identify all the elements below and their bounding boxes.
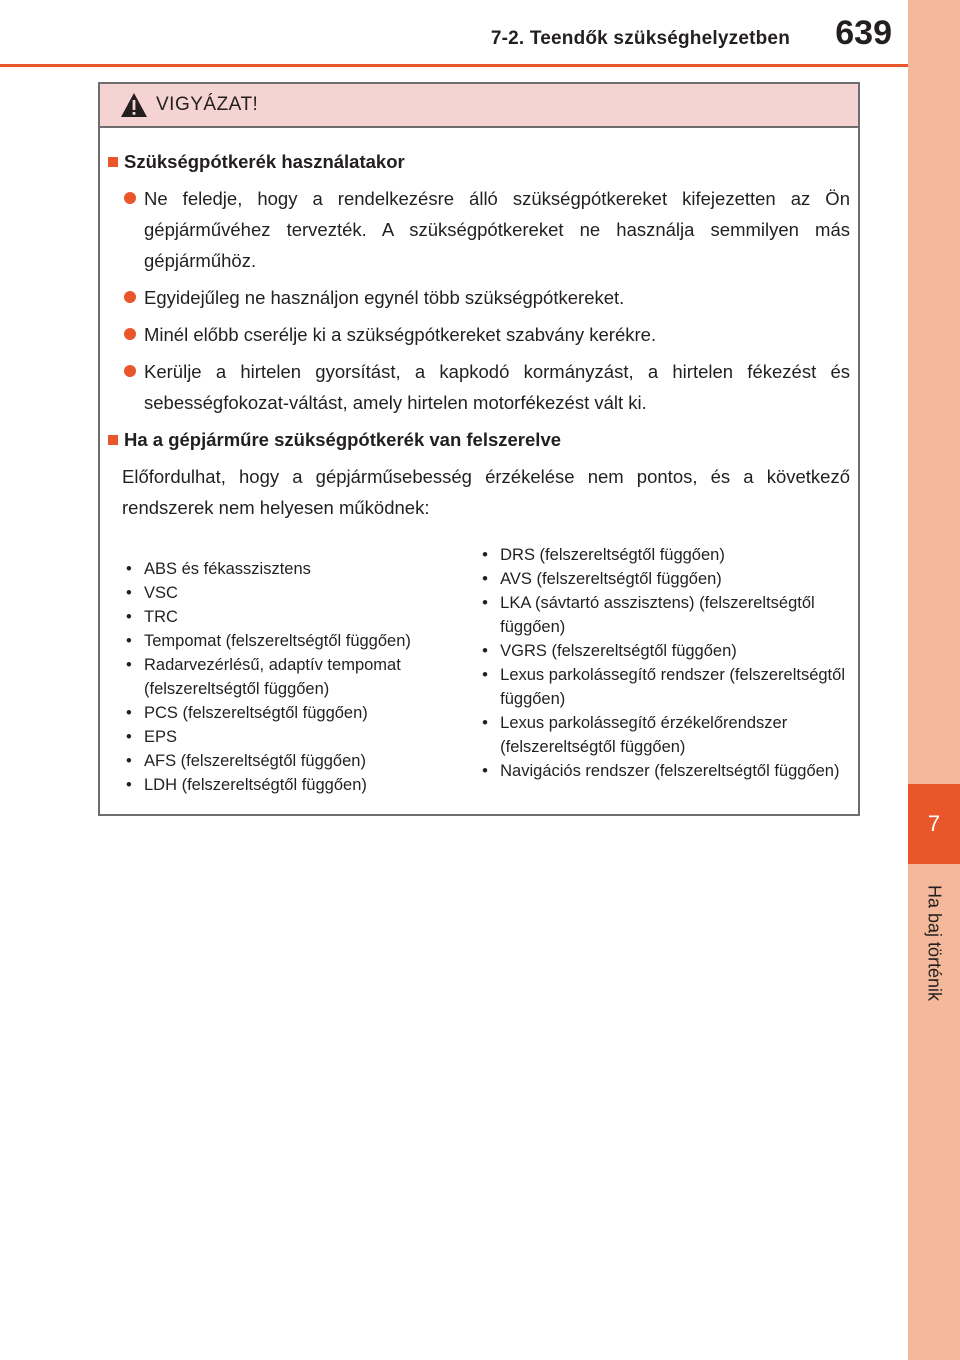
square-bullet-icon xyxy=(108,157,118,167)
list-item-text: Tempomat (felszereltségtől függően) xyxy=(144,632,411,650)
list-item-text: VGRS (felszereltségtől függően) xyxy=(500,642,737,660)
list-item-text: AFS (felszereltségtől függően) xyxy=(144,752,366,770)
list-item xyxy=(108,356,850,418)
list-item-text: Minél előbb cserélje ki a szükségpótkereket szabvány kerékre. xyxy=(144,324,657,345)
list-item xyxy=(108,319,850,350)
square-bullet-icon xyxy=(108,435,118,445)
list-item-text: ABS és fékasszisztens xyxy=(144,560,311,578)
list-item: • PCS (felszereltségtől függően) xyxy=(126,704,368,722)
list-item: • VSC xyxy=(126,584,178,602)
list-item-text: Navigációs rendszer (felszereltségtől függően) xyxy=(500,762,840,780)
section-title: 7-2. Teendők szükséghelyzetben xyxy=(490,28,790,49)
list-item-text: VSC xyxy=(144,584,178,602)
bullet-dot-icon xyxy=(124,365,136,377)
caution-title: VIGYÁZAT! xyxy=(156,94,259,115)
header-rule xyxy=(0,64,908,67)
list-item-text: Kerülje a hirtelen gyorsítást, a kapkodó kormányzást, a hirtelen fékezést és sebességfokozat-váltást, amely hirtelen motorfékezést vált ki. xyxy=(144,361,850,413)
section-heading-text: Szükségpótkerék használatakor xyxy=(124,151,405,172)
list-item-text: PCS (felszereltségtől függően) xyxy=(144,704,368,722)
list-item-text: Lexus parkolássegítő érzékelőrendszer (felszereltségtől függően) xyxy=(500,714,788,756)
list-item-text: Lexus parkolássegítő rendszer (felszereltségtől függően) xyxy=(500,666,845,708)
list-item: • EPS xyxy=(126,728,178,746)
bullet-dot-icon xyxy=(124,328,136,340)
chapter-tab[interactable] xyxy=(908,784,960,864)
list-item xyxy=(108,282,850,313)
list-item-text: DRS (felszereltségtől függően) xyxy=(500,546,725,564)
systems-list-right xyxy=(476,543,850,797)
section-heading xyxy=(108,146,850,177)
list-item: • LKA (sávtartó asszisztens) (felszereltségtől függően) xyxy=(482,594,815,636)
section-paragraph: Előfordulhat, hogy a gépjárműsebesség érzékelése nem pontos, és a következő rendszerek nem helyesen működnek: xyxy=(122,466,850,518)
list-item: • AVS (felszereltségtől függően) xyxy=(482,570,722,588)
list-item: • ABS és fékasszisztens xyxy=(126,560,311,578)
caution-header xyxy=(100,84,858,128)
list-item: • Radarvezérlésű, adaptív tempomat (felszereltségtől függően) xyxy=(126,656,401,698)
bullet-dot-icon xyxy=(124,192,136,204)
list-item-text: Radarvezérlésű, adaptív tempomat (felszereltségtől függően) xyxy=(144,656,401,698)
list-item: • Lexus parkolássegítő rendszer (felszereltségtől függően) xyxy=(482,666,845,708)
section-heading xyxy=(108,424,850,455)
chapter-number: 7 xyxy=(927,811,941,836)
systems-list xyxy=(108,543,850,797)
list-item-text: Ne feledje, hogy a rendelkezésre álló szükségpótkereket kifejezetten az Ön gépjárművéhez tervezték. A szükségpótkereket ne használja semmilyen más gépjárműhöz. xyxy=(144,188,850,271)
list-item-text: LDH (felszereltségtől függően) xyxy=(144,776,367,794)
side-strip xyxy=(908,0,960,1360)
list-item: • Navigációs rendszer (felszereltségtől függően) xyxy=(482,762,840,780)
list-item: • DRS (felszereltségtől függően) xyxy=(482,546,725,564)
list-item-text: EPS xyxy=(144,728,178,746)
section-heading-text: Ha a gépjárműre szükségpótkerék van felszerelve xyxy=(124,429,562,450)
list-item-text: TRC xyxy=(144,608,178,626)
list-item: • VGRS (felszereltségtől függően) xyxy=(482,642,737,660)
chapter-label: Ha baj történik xyxy=(924,884,945,1002)
bullet-dot-icon xyxy=(124,291,136,303)
systems-list-left xyxy=(120,543,476,797)
caution-box xyxy=(98,82,860,816)
list-item: • Lexus parkolássegítő érzékelőrendszer (felszereltségtől függően) xyxy=(482,714,788,756)
list-item-text: Egyidejűleg ne használjon egynél több szükségpótkereket. xyxy=(144,287,625,308)
list-item: • Tempomat (felszereltségtől függően) xyxy=(126,632,411,650)
list-item: • LDH (felszereltségtől függően) xyxy=(126,776,367,794)
chapter-side-label xyxy=(910,878,958,1008)
list-item-text: AVS (felszereltségtől függően) xyxy=(500,570,722,588)
list-item xyxy=(108,183,850,276)
page-number: 639 xyxy=(835,14,892,52)
list-item-text: LKA (sávtartó asszisztens) (felszereltségtől függően) xyxy=(500,594,815,636)
caution-content xyxy=(100,128,858,797)
list-item: • AFS (felszereltségtől függően) xyxy=(126,752,366,770)
warning-triangle-icon xyxy=(120,92,148,118)
list-item: • TRC xyxy=(126,608,178,626)
